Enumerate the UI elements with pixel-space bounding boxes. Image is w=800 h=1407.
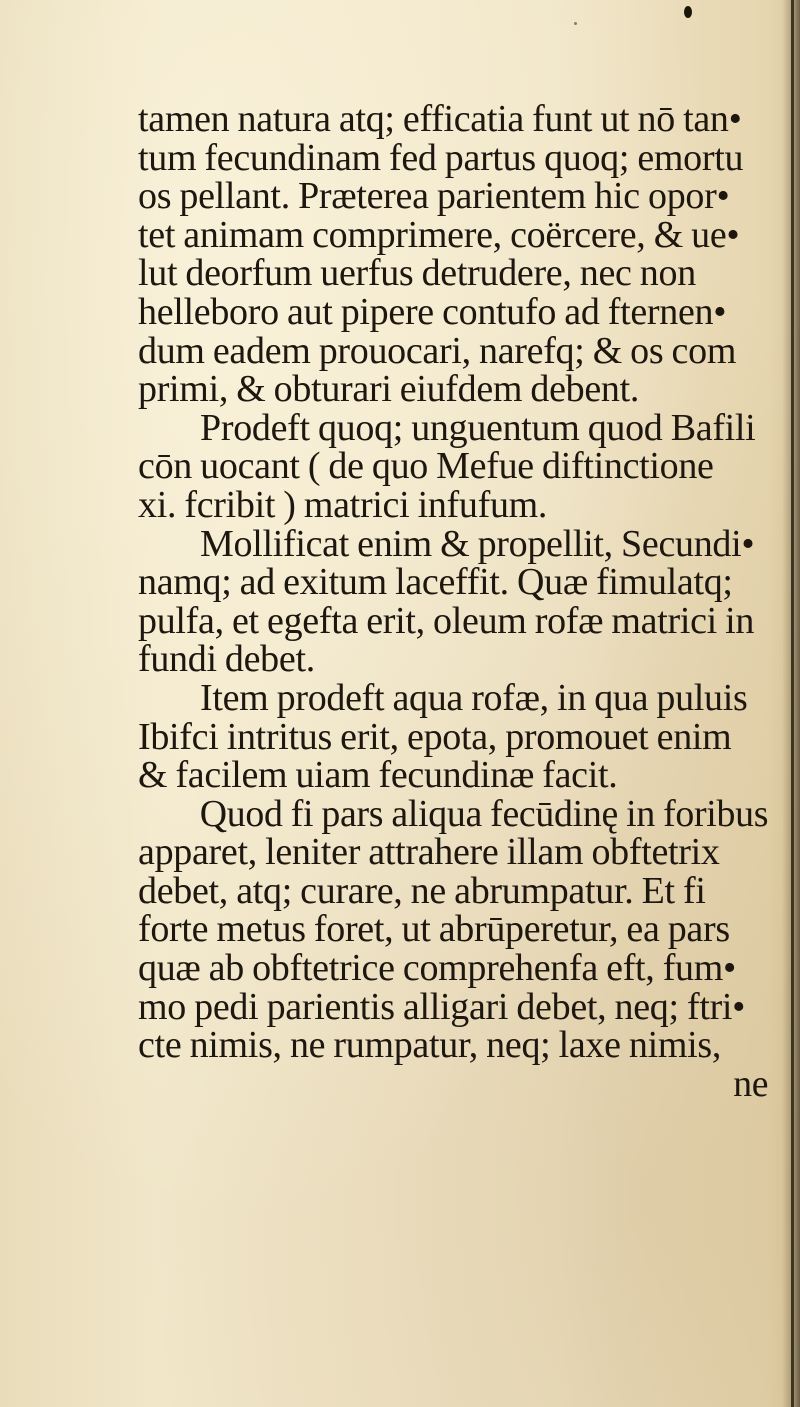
text-line: fundi debet. [138, 638, 315, 681]
text-line: Item prodeft aqua rofæ, in qua puluis [200, 676, 748, 719]
text-line: cōn uocant ( de quo Mefue diftinctione [138, 445, 714, 488]
text-line: lut deorfum uerfus detrudere, nec non [138, 252, 696, 295]
text-line: mo pedi parientis alligari debet, neq; ftri• [138, 985, 746, 1028]
text-line: Quod fi pars aliqua fecūdinę in foribus [199, 792, 769, 835]
text-line: tum fecundinam fed partus quoq; emortu [138, 136, 744, 179]
text-line: dum eadem prouocari, narefq; & os com [138, 329, 737, 372]
text-line: Ibifci intritus erit, epota, promouet enim [138, 715, 732, 758]
text-line: tet animam comprimere, coërcere, & ue• [138, 213, 740, 256]
page-edge [791, 0, 794, 1407]
text-line: pulfa, et egefta erit, oleum rofæ matrici in [138, 599, 755, 642]
text-line: debet, atq; curare, ne abrumpatur. Et fi [138, 869, 706, 912]
text-line: namq; ad exitum laceffit. Quæ fimulatq; [138, 561, 733, 604]
text-line: cte nimis, ne rumpatur, neq; laxe nimis, [138, 1024, 722, 1067]
text-line: apparet, leniter attrahere illam obftetrix [138, 831, 720, 874]
body-text [138, 100, 768, 1103]
text-line: quæ ab obftetrice comprehenfa eft, fum• [138, 947, 737, 990]
text-line: primi, & obturari eiufdem debent. [138, 368, 640, 411]
text-line: Mollificat enim & propellit, Secundi• [200, 522, 755, 565]
text-line: tamen natura atq; efficatia funt ut nō tan• [138, 98, 742, 140]
text-line: os pellant. Præterea parientem hic opor• [138, 175, 730, 218]
text-line: helleboro aut pipere contufo ad fternen• [138, 290, 727, 333]
text-line: forte metus foret, ut abrūperetur, ea pars [138, 908, 730, 951]
text-line: Prodeft quoq; unguentum quod Bafili [200, 406, 756, 449]
text-line: xi. fcribit ) matrici infufum. [138, 483, 548, 526]
ink-speck [684, 6, 692, 18]
ink-speck [574, 22, 577, 25]
text-line: & facilem uiam fecundinæ facit. [138, 754, 618, 797]
catchword: ne [733, 1062, 769, 1105]
